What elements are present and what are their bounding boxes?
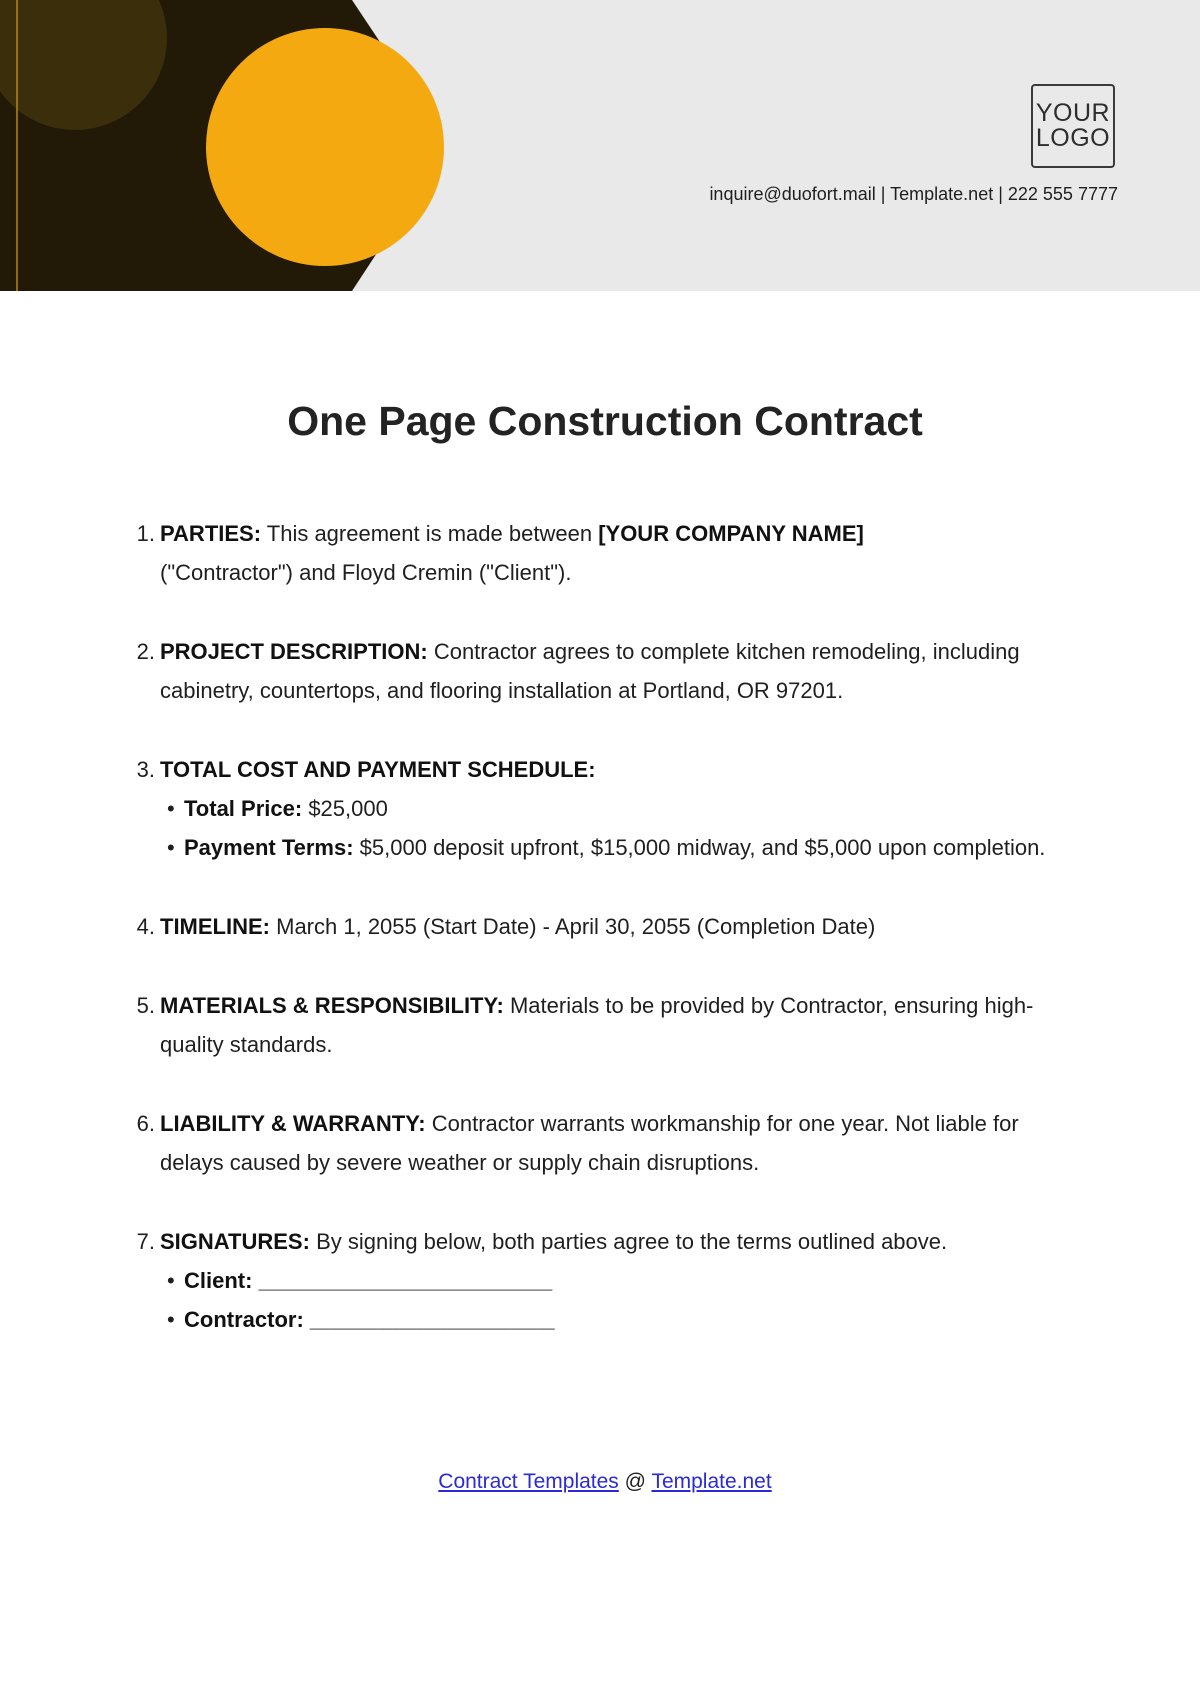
section-parties bbox=[136, 514, 1060, 592]
section-heading: SIGNATURES: bbox=[160, 1229, 310, 1254]
section-timeline bbox=[136, 907, 1060, 946]
signature-line[interactable]: ____________________ bbox=[309, 1307, 555, 1332]
section-number: 4. bbox=[136, 914, 155, 939]
list-item: • Total Price: $25,000 bbox=[167, 796, 388, 821]
footer-separator: @ bbox=[624, 1470, 646, 1493]
section-signatures bbox=[136, 1222, 1060, 1339]
section-liability bbox=[136, 1104, 1060, 1182]
header-decoration bbox=[0, 0, 1200, 291]
client-signature: • Client: ________________________ bbox=[167, 1268, 553, 1293]
item-label: Payment Terms: bbox=[184, 835, 354, 860]
item-text: $5,000 deposit upfront, $15,000 midway, and $5,000 upon completion. bbox=[359, 835, 1046, 860]
section-heading: PROJECT DESCRIPTION: bbox=[160, 639, 428, 664]
signature-line[interactable]: ________________________ bbox=[258, 1268, 553, 1293]
section-cost-payment bbox=[136, 750, 1060, 867]
logo-placeholder bbox=[1031, 84, 1115, 168]
section-heading: LIABILITY & WARRANTY: bbox=[160, 1111, 426, 1136]
section-text: Contractor agrees to complete kitchen remodeling, including cabinetry, countertops, and flooring installation at Portland, OR 97201. bbox=[160, 639, 1020, 703]
section-text-cont: ("Contractor") and Floyd Cremin ("Client"). bbox=[160, 560, 572, 585]
section-text: Contractor warrants workmanship for one year. Not liable for delays caused by severe weather or supply chain disruptions. bbox=[160, 1111, 1019, 1175]
section-text: This agreement is made between bbox=[266, 521, 593, 546]
logo-line-1: YOUR bbox=[1035, 99, 1111, 127]
item-text: $25,000 bbox=[308, 796, 388, 821]
list-item: • Payment Terms: $5,000 deposit upfront, $15,000 midway, and $5,000 upon completion. bbox=[167, 835, 1046, 860]
contractor-signature: • Contractor: ____________________ bbox=[167, 1307, 555, 1332]
section-number: 3. bbox=[136, 757, 155, 782]
section-text: Materials to be provided by Contractor, ensuring high-quality standards. bbox=[160, 993, 1034, 1057]
signature-label: Contractor: bbox=[184, 1307, 304, 1332]
section-number: 7. bbox=[136, 1229, 155, 1254]
section-number: 1. bbox=[136, 521, 155, 546]
logo-line-2: LOGO bbox=[1035, 124, 1111, 152]
section-project-description bbox=[136, 632, 1060, 710]
header-banner bbox=[0, 0, 1200, 291]
contract-body bbox=[136, 514, 1060, 1379]
section-number: 2. bbox=[136, 639, 155, 664]
section-heading: MATERIALS & RESPONSIBILITY: bbox=[160, 993, 504, 1018]
accent-circle bbox=[206, 28, 444, 266]
footer bbox=[0, 1470, 1200, 1494]
section-materials bbox=[136, 986, 1060, 1064]
page-title: One Page Construction Contract bbox=[287, 398, 923, 444]
contact-info: inquire@duofort.mail | Template.net | 222 555 7777 bbox=[709, 184, 1118, 204]
section-text: By signing below, both parties agree to the terms outlined above. bbox=[316, 1229, 948, 1254]
section-number: 6. bbox=[136, 1111, 155, 1136]
section-heading: PARTIES: bbox=[160, 521, 262, 546]
item-label: Total Price: bbox=[184, 796, 303, 821]
template-net-link[interactable]: Template.net bbox=[651, 1470, 772, 1493]
company-name: [YOUR COMPANY NAME] bbox=[598, 521, 864, 546]
contract-templates-link[interactable]: Contract Templates bbox=[438, 1470, 619, 1493]
signature-label: Client: bbox=[184, 1268, 253, 1293]
section-heading: TIMELINE: bbox=[160, 914, 270, 939]
section-number: 5. bbox=[136, 993, 155, 1018]
section-text: March 1, 2055 (Start Date) - April 30, 2055 (Completion Date) bbox=[276, 914, 876, 939]
section-heading: TOTAL COST AND PAYMENT SCHEDULE: bbox=[160, 757, 596, 782]
